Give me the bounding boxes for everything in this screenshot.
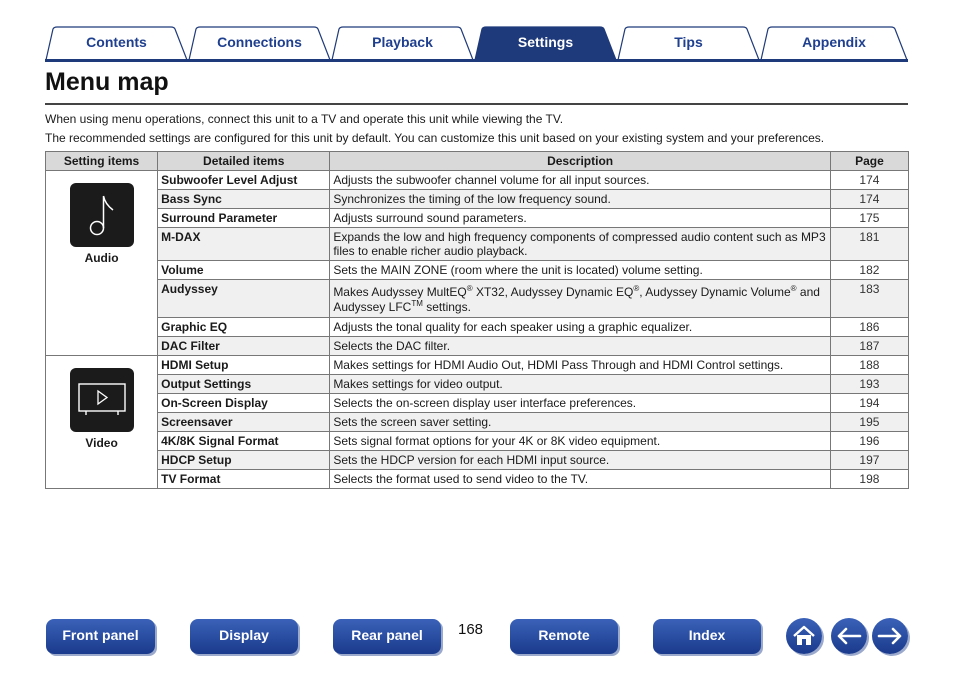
- table-row: [46, 451, 909, 470]
- category-video-label: Video: [85, 436, 118, 450]
- page-title: Menu map: [45, 68, 169, 96]
- table-row: [46, 190, 909, 209]
- arrow-left-icon: [835, 626, 863, 646]
- tab-tips-label: Tips: [674, 34, 703, 50]
- description: Selects the on-screen display user interface preferences.: [330, 394, 831, 413]
- detail-item[interactable]: Graphic EQ: [158, 318, 330, 337]
- desc-part: and Audyssey LFC: [333, 285, 820, 314]
- page-link[interactable]: 181: [830, 228, 908, 261]
- category-video[interactable]: [46, 356, 158, 489]
- page-link[interactable]: 186: [830, 318, 908, 337]
- forward-button[interactable]: [872, 618, 908, 654]
- table-row: [46, 228, 909, 261]
- detail-item[interactable]: 4K/8K Signal Format: [158, 432, 330, 451]
- description: Expands the low and high frequency components of compressed audio content such as MP3 files to enable richer audio playback.: [330, 228, 831, 261]
- page-link[interactable]: 198: [830, 470, 908, 489]
- category-audio[interactable]: [46, 171, 158, 356]
- tab-connections[interactable]: [188, 26, 331, 60]
- page-link[interactable]: 175: [830, 209, 908, 228]
- page-link[interactable]: 196: [830, 432, 908, 451]
- detail-item[interactable]: HDMI Setup: [158, 356, 330, 375]
- tab-playback-label: Playback: [372, 34, 433, 50]
- desc-part: , Audyssey Dynamic Volume: [639, 285, 791, 299]
- table-row: [46, 375, 909, 394]
- music-note-icon: [70, 183, 134, 247]
- intro-text-1: When using menu operations, connect this unit to a TV and operate this unit while viewing the TV.: [45, 112, 564, 126]
- page-link[interactable]: 193: [830, 375, 908, 394]
- page-link[interactable]: 183: [830, 280, 908, 318]
- description: Synchronizes the timing of the low frequency sound.: [330, 190, 831, 209]
- table-row: [46, 318, 909, 337]
- menu-map-table: [45, 151, 909, 489]
- rear-panel-button[interactable]: Rear panel: [333, 619, 441, 654]
- desc-part: Makes Audyssey MultEQ: [333, 285, 467, 299]
- description: Selects the format used to send video to the TV.: [330, 470, 831, 489]
- intro-text-2: The recommended settings are configured for this unit by default. You can customize this unit based on your existing system and your preferences.: [45, 131, 825, 145]
- tab-appendix-label: Appendix: [802, 34, 866, 50]
- description: Sets signal format options for your 4K or 8K video equipment.: [330, 432, 831, 451]
- description: Makes settings for HDMI Audio Out, HDMI Pass Through and HDMI Control settings.: [330, 356, 831, 375]
- description: Sets the HDCP version for each HDMI input source.: [330, 451, 831, 470]
- index-button[interactable]: Index: [653, 619, 761, 654]
- home-button[interactable]: [786, 618, 822, 654]
- table-row: [46, 356, 909, 375]
- tab-playback[interactable]: [331, 26, 474, 60]
- description: Adjusts the tonal quality for each speaker using a graphic equalizer.: [330, 318, 831, 337]
- trademark-mark: TM: [411, 299, 423, 308]
- registered-mark: ®: [633, 284, 640, 293]
- tab-tips[interactable]: [617, 26, 760, 60]
- table-row: [46, 337, 909, 356]
- tab-bar: [45, 26, 908, 62]
- table-row: [46, 209, 909, 228]
- page-link[interactable]: 188: [830, 356, 908, 375]
- display-button[interactable]: Display: [190, 619, 298, 654]
- detail-item[interactable]: Output Settings: [158, 375, 330, 394]
- table-row: [46, 432, 909, 451]
- table-row: [46, 280, 909, 318]
- page-link[interactable]: 195: [830, 413, 908, 432]
- description: Sets the screen saver setting.: [330, 413, 831, 432]
- tab-contents[interactable]: [45, 26, 188, 60]
- tab-settings-label: Settings: [517, 34, 574, 50]
- video-screen-icon: [70, 368, 134, 432]
- header-detailed-items: Detailed items: [158, 152, 330, 171]
- tab-appendix[interactable]: [760, 26, 908, 60]
- page-link[interactable]: 194: [830, 394, 908, 413]
- table-row: [46, 413, 909, 432]
- table-row: [46, 470, 909, 489]
- detail-item[interactable]: Volume: [158, 261, 330, 280]
- header-setting-items: Setting items: [46, 152, 158, 171]
- description: Makes settings for video output.: [330, 375, 831, 394]
- tab-settings[interactable]: [474, 26, 617, 60]
- detail-item[interactable]: Audyssey: [158, 280, 330, 318]
- detail-item[interactable]: Surround Parameter: [158, 209, 330, 228]
- page-link[interactable]: 182: [830, 261, 908, 280]
- desc-part: settings.: [422, 300, 471, 314]
- home-icon: [791, 624, 817, 648]
- detail-item[interactable]: HDCP Setup: [158, 451, 330, 470]
- header-page: Page: [830, 152, 908, 171]
- category-audio-label: Audio: [84, 251, 119, 265]
- registered-mark: ®: [466, 284, 473, 293]
- detail-item[interactable]: Bass Sync: [158, 190, 330, 209]
- description: Sets the MAIN ZONE (room where the unit is located) volume setting.: [330, 261, 831, 280]
- table-row: [46, 261, 909, 280]
- page-link[interactable]: 174: [830, 190, 908, 209]
- tab-underline: [45, 59, 908, 62]
- arrow-right-icon: [876, 626, 904, 646]
- page-number: 168: [458, 621, 484, 638]
- tab-contents-label: Contents: [86, 34, 147, 50]
- detail-item[interactable]: M-DAX: [158, 228, 330, 261]
- header-description: Description: [330, 152, 831, 171]
- description: Adjusts surround sound parameters.: [330, 209, 831, 228]
- tab-connections-label: Connections: [217, 34, 302, 50]
- detail-item[interactable]: Screensaver: [158, 413, 330, 432]
- remote-button[interactable]: Remote: [510, 619, 618, 654]
- description: Adjusts the subwoofer channel volume for all input sources.: [330, 171, 831, 190]
- detail-item[interactable]: TV Format: [158, 470, 330, 489]
- detail-item[interactable]: On-Screen Display: [158, 394, 330, 413]
- desc-part: XT32, Audyssey Dynamic EQ: [472, 285, 634, 299]
- page-link[interactable]: 174: [830, 171, 908, 190]
- description: Selects the DAC filter.: [330, 337, 831, 356]
- detail-item[interactable]: DAC Filter: [158, 337, 330, 356]
- table-row: [46, 394, 909, 413]
- table-row: [46, 171, 909, 190]
- description: [330, 280, 831, 318]
- title-divider: [45, 103, 908, 105]
- back-button[interactable]: [831, 618, 867, 654]
- front-panel-button[interactable]: Front panel: [46, 619, 155, 654]
- detail-item[interactable]: Subwoofer Level Adjust: [158, 171, 330, 190]
- page-link[interactable]: 197: [830, 451, 908, 470]
- registered-mark: ®: [790, 284, 797, 293]
- page-link[interactable]: 187: [830, 337, 908, 356]
- table-header-row: [46, 152, 909, 171]
